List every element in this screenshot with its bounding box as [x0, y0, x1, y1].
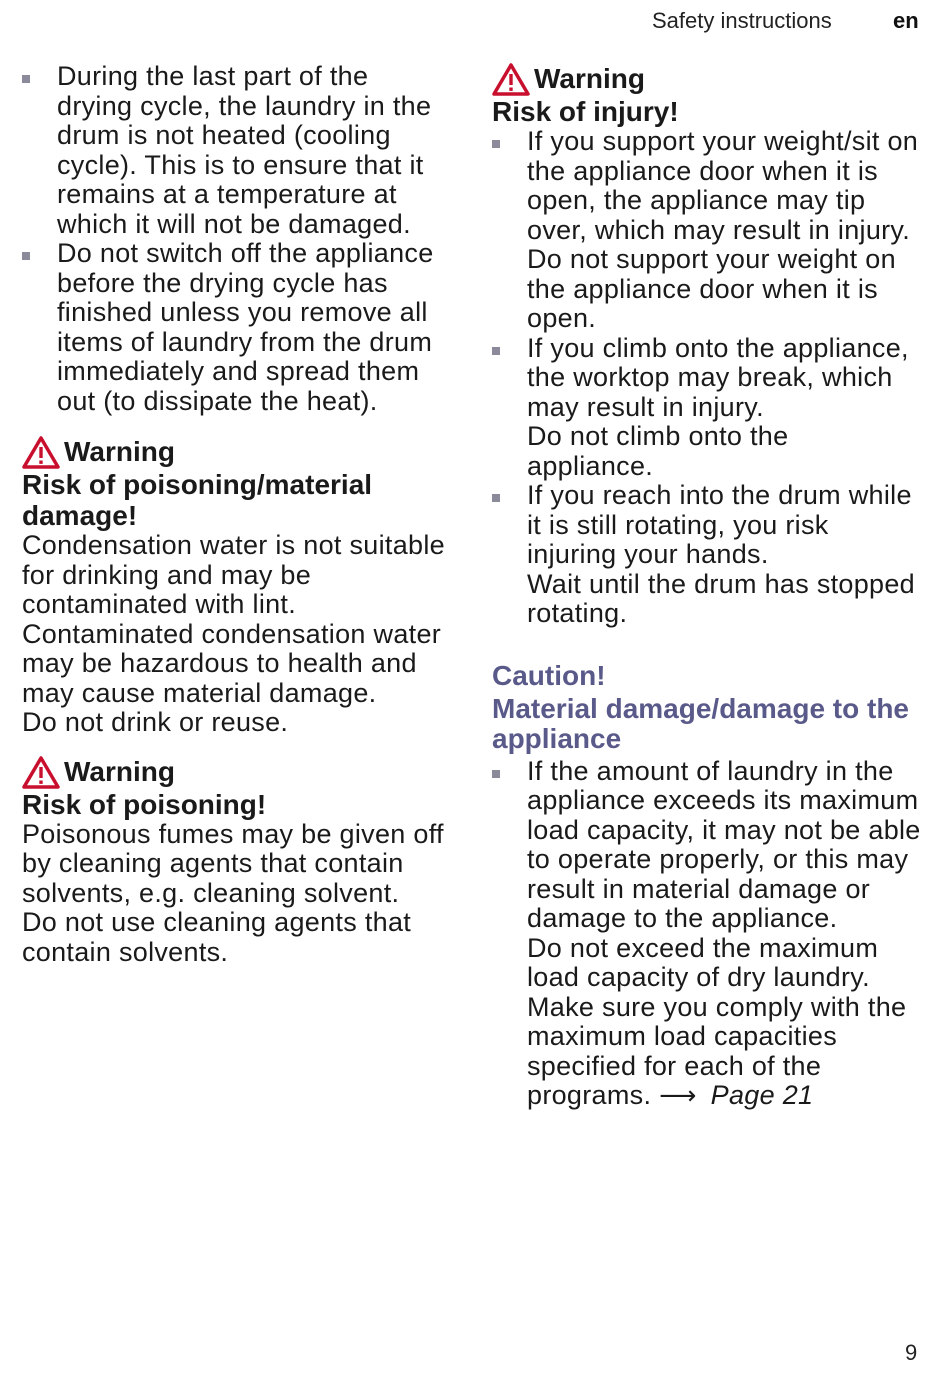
page-number: 9 [905, 1340, 918, 1365]
item-instruction: Do not climb onto the appliance. [527, 421, 789, 481]
warning-title: Risk of poisoning/material damage! [22, 469, 373, 531]
list-item [492, 127, 922, 334]
list-item: During the last part of the drying cycle, the laundry in the drum is not heated (cooling cycle). This is to ensure that it remains at a temperature at which it will not be damaged. [22, 62, 447, 239]
item-instruction: Do not support your weight on the appliance door when it is open. [527, 244, 896, 333]
item-text: If the amount of laundry in the appliance exceeds its maximum load capacity, it may not be able to operate properly, or this may result in material damage or damage to the appliance. [527, 755, 921, 933]
language-code: en [893, 8, 919, 33]
warning-heading [22, 435, 447, 469]
item-note: Make sure you comply with the maximum load capacities specified for each of the programs. [527, 991, 907, 1110]
caution-bullet-list [492, 757, 922, 1111]
left-bullet-list [22, 62, 447, 416]
arrow-right-icon: ⟶ [659, 1080, 697, 1110]
warning-title: Risk of injury! [492, 96, 679, 127]
warning-block-injury [492, 62, 922, 629]
warning-instruction: Do not drink or reuse. [22, 707, 289, 737]
warning-block-poisoning-material [22, 435, 447, 738]
caution-title: Material damage/damage to the appliance [492, 692, 910, 754]
page-reference-link[interactable]: Page 21 [710, 1080, 814, 1110]
warning-label: Warning [534, 63, 645, 94]
warning-block-poisoning [22, 755, 447, 968]
injury-bullet-list [492, 127, 922, 629]
item-text: If you climb onto the appliance, the worktop may break, which may result in injury. [527, 332, 909, 422]
warning-text: Condensation water is not suitable for drinking and may be contaminated with lint. Contaminated condensation water may be hazardous to health and may cause material damage. [22, 530, 445, 708]
warning-text: Poisonous fumes may be given off by cleaning agents that contain solvents, e.g. cleaning solvent. [22, 818, 444, 908]
item-instruction: Do not exceed the maximum load capacity of dry laundry. [527, 932, 879, 992]
warning-heading [492, 62, 922, 96]
warning-heading [22, 755, 447, 789]
left-column [22, 62, 447, 967]
warning-label: Warning [64, 755, 175, 787]
list-item [492, 757, 922, 1111]
caution-block [492, 660, 922, 1111]
warning-title: Risk of poisoning! [22, 788, 267, 820]
warning-triangle-icon [22, 755, 60, 789]
warning-triangle-icon [492, 62, 530, 96]
header-title: Safety instructions [652, 8, 832, 33]
warning-label: Warning [64, 436, 175, 467]
warning-instruction: Do not use cleaning agents that contain solvents. [22, 907, 412, 967]
item-instruction: Wait until the drum has stopped rotating. [527, 568, 915, 628]
list-item [492, 334, 922, 482]
list-item [492, 481, 922, 629]
item-text: If you reach into the drum while it is still rotating, you risk injuring your hands. [527, 480, 912, 569]
right-column [492, 62, 922, 1111]
caution-label: Caution! [492, 659, 606, 691]
warning-triangle-icon [22, 435, 60, 469]
list-item: Do not switch off the appliance before the drying cycle has finished unless you remove all items of laundry from the drum immediately and spread them out (to dissipate the heat). [22, 239, 447, 416]
item-text: If you support your weight/sit on the appliance door when it is open, the appliance may tip over, which may result in injury. [527, 126, 919, 245]
